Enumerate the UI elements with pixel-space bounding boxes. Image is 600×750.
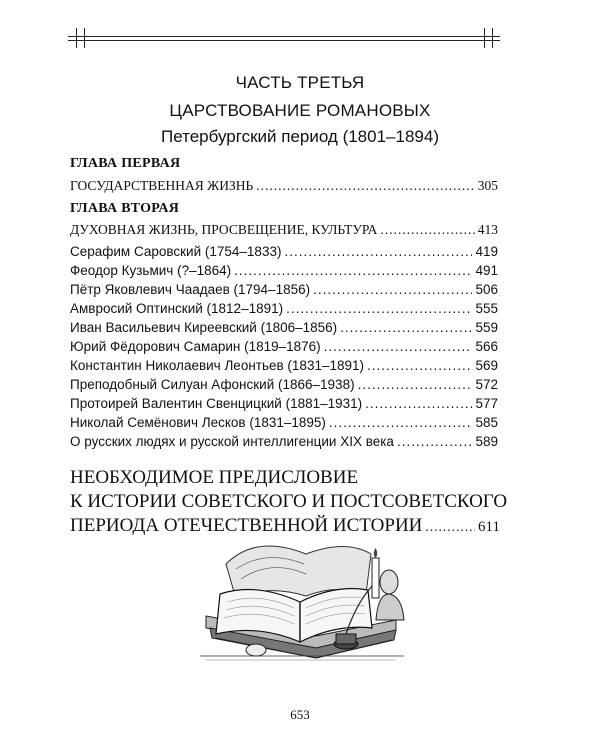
toc-entry-title: Пётр Яковлевич Чаадаев (1794–1856)	[70, 282, 311, 297]
toc-entry-page: 559	[475, 320, 498, 335]
toc-entry[interactable]	[70, 244, 498, 259]
part-title: ЧАСТЬ ТРЕТЬЯ	[235, 73, 365, 92]
book-vignette-illustration	[196, 524, 408, 669]
toc-entry-page: 566	[475, 339, 498, 354]
toc-entry-title: Преподобный Силуан Афонский (1866–1938)	[70, 377, 355, 392]
toc-entry-state-life[interactable]	[70, 178, 498, 194]
toc-entry-title: Феодор Кузьмич (?–1864)	[70, 263, 232, 278]
toc-entry-title: Юрий Фёдорович Самарин (1819–1876)	[70, 339, 321, 354]
dot-leader	[234, 263, 472, 278]
toc-entry-title: О русских людях и русской интеллигенции XIX века	[70, 434, 394, 449]
dot-leader	[358, 377, 473, 392]
toc-entry[interactable]	[70, 320, 498, 335]
preface-page: 611	[478, 519, 500, 535]
toc-entry-title: Серафим Саровский (1754–1833)	[70, 244, 282, 259]
toc-entry-title: ГОСУДАРСТВЕННАЯ ЖИЗНЬ	[70, 178, 254, 193]
toc-entry-page: 585	[475, 415, 498, 430]
toc-entry-title: ДУХОВНАЯ ЖИЗНЬ, ПРОСВЕЩЕНИЕ, КУЛЬТУРА	[70, 222, 378, 237]
dot-leader	[367, 358, 472, 373]
preface-line-1: НЕОБХОДИМОЕ ПРЕДИСЛОВИЕ	[70, 467, 359, 488]
toc-entry-page: 491	[475, 263, 498, 278]
toc-entry-page: 569	[475, 358, 498, 373]
rule-tick-right-1	[484, 28, 485, 48]
top-rule	[68, 36, 500, 37]
toc-entry-spiritual-life[interactable]	[70, 222, 498, 238]
dot-leader	[397, 434, 473, 449]
toc-entry-title: Иван Васильевич Киреевский (1806–1856)	[70, 320, 338, 335]
dot-leader	[286, 301, 472, 316]
toc-entry-page: 413	[477, 222, 498, 237]
preface-line-3: ПЕРИОДА ОТЕЧЕСТВЕННОЙ ИСТОРИИ	[70, 515, 423, 536]
toc-entry-title: Константин Николаевич Леонтьев (1831–1891)	[70, 358, 364, 373]
period-title: Петербургский период (1801–1894)	[161, 127, 439, 146]
dot-leader	[324, 339, 473, 354]
toc-entry-title: Протоирей Валентин Свенцицкий (1881–1931)	[70, 396, 363, 411]
rule-tick-left-1	[76, 28, 77, 48]
toc-entry[interactable]	[70, 415, 498, 430]
preface-line-2: К ИСТОРИИ СОВЕТСКОГО И ПОСТСОВЕТСКОГО	[70, 491, 508, 512]
toc-entry[interactable]	[70, 301, 498, 316]
dot-leader	[425, 515, 475, 539]
dot-leader	[313, 282, 472, 297]
toc-entry-page: 506	[475, 282, 498, 297]
chapter-two-heading: ГЛАВА ВТОРАЯ	[70, 201, 180, 216]
toc-entry[interactable]	[70, 434, 498, 449]
dot-leader	[256, 178, 474, 194]
toc-entry[interactable]	[70, 358, 498, 373]
dot-leader	[340, 320, 472, 335]
rule-tick-left-2	[84, 28, 85, 48]
dot-leader	[284, 244, 472, 259]
toc-entry[interactable]	[70, 396, 498, 411]
dot-leader	[329, 415, 473, 430]
toc-entry-page: 555	[475, 301, 498, 316]
toc-entry-title: Амвросий Оптинский (1812–1891)	[70, 301, 284, 316]
rule-tick-right-2	[492, 28, 493, 48]
page-number: 653	[290, 707, 310, 722]
toc-entry-title: Николай Семёнович Лесков (1831–1895)	[70, 415, 326, 430]
toc-entry-page: 305	[477, 178, 498, 193]
toc-entry[interactable]	[70, 339, 498, 354]
toc-entry-page: 419	[475, 244, 498, 259]
dot-leader	[380, 222, 474, 238]
toc-entry[interactable]	[70, 282, 498, 297]
toc-entry[interactable]	[70, 377, 498, 392]
toc-entry-page: 577	[475, 396, 498, 411]
toc-entry-page: 589	[475, 434, 498, 449]
reign-title: ЦАРСТВОВАНИЕ РОМАНОВЫХ	[169, 101, 431, 120]
chapter-one-heading: ГЛАВА ПЕРВАЯ	[70, 156, 181, 171]
top-rule-double	[68, 40, 500, 41]
dot-leader	[365, 396, 472, 411]
toc-entry[interactable]	[70, 263, 498, 278]
toc-entry-page: 572	[475, 377, 498, 392]
